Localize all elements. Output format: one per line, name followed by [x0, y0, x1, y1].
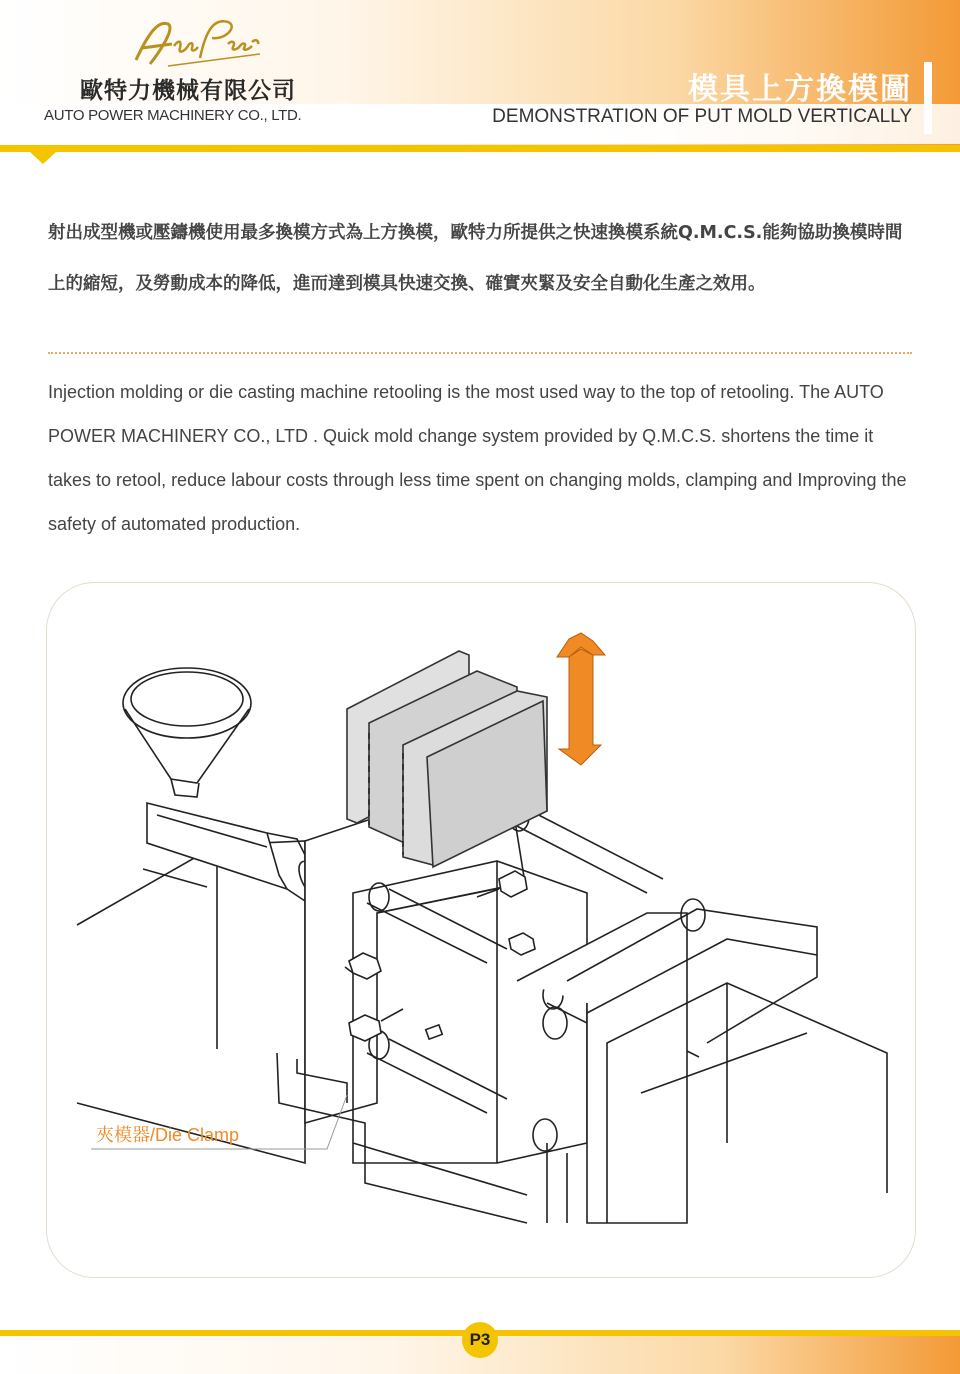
machine-base	[77, 841, 305, 1163]
header-divider	[0, 145, 960, 152]
title-accent-bar	[924, 62, 932, 134]
company-name-chinese: 歐特力機械有限公司	[80, 78, 296, 104]
rear-platen	[517, 913, 687, 1223]
hopper-top	[123, 668, 251, 738]
intro-text-english: Injection molding or die casting machine retooling is the most used way to the top of retooling. The AUTO POWER MACHINERY CO., LTD . Quick mold change system provided by Q.M.C.S. shortens the time it takes to retool, reduce labour costs through less time spent on changing molds, clamping and Improving the safety of automated production.	[48, 382, 907, 534]
tie-bar-lower-left	[367, 1031, 507, 1113]
page-number-badge: P3	[462, 1322, 498, 1358]
dotted-divider	[48, 352, 912, 354]
header-pointer-triangle	[30, 152, 56, 164]
die-clamp-label: 夾模器/Die Clamp	[96, 1125, 240, 1145]
die-clamp-block	[426, 1025, 443, 1039]
auto-power-logo	[128, 14, 268, 72]
die-clamp-4	[509, 933, 535, 955]
injection-machine-illustration	[47, 583, 915, 1277]
intro-text-chinese: 射出成型機或壓鑄機使用最多換模方式為上方換模，歐特力所提供之快速換模系統Q.M.C.S.能夠協助換模時間上的縮短，及勞動成本的降低，進而達到模具快速交換、確實夾緊及安全自動化生產之效用。	[48, 223, 903, 294]
machine-diagram-panel	[46, 582, 916, 1278]
page-title-english: DEMONSTRATION OF PUT MOLD VERTICALLY	[492, 106, 912, 127]
company-name-english: AUTO POWER MACHINERY CO., LTD.	[44, 107, 302, 124]
page-title-chinese: 模具上方換模圖	[688, 72, 912, 107]
vertical-move-arrow	[557, 633, 605, 765]
